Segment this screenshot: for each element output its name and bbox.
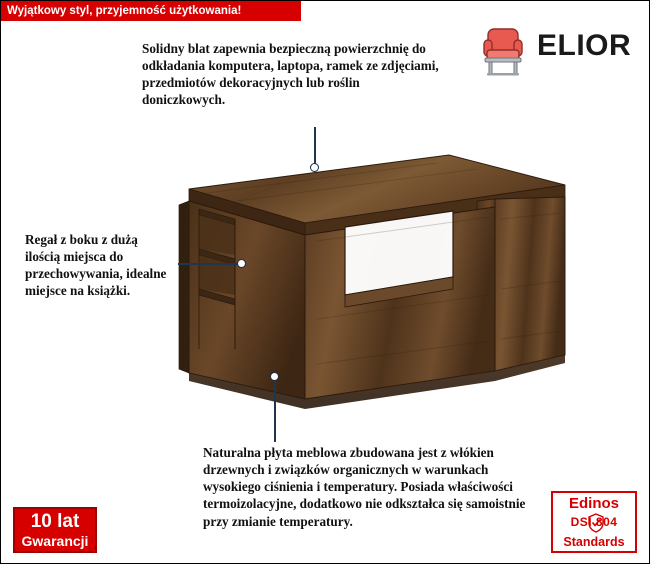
armchair-icon <box>475 23 531 79</box>
connector-line-top <box>314 127 316 167</box>
brand-logo <box>475 23 635 79</box>
standards-badge <box>551 491 637 553</box>
standards-badge-name: Edinos <box>568 495 619 512</box>
guarantee-label: Gwarancji <box>21 533 89 549</box>
connector-line-bottom <box>274 380 276 442</box>
callout-text-bottom: Naturalna płyta meblowa zbudowana jest z włókien drzewnych i związków organicznych w warunkach wysokiego ciśnienia i temperatury. Posiada właściwości termoizolacyjne, dodatkowo nie odkształca się samoistnie przy zmianie temperatury. <box>203 445 526 529</box>
desk-illustration <box>177 149 577 414</box>
callout-text-top: Solidny blat zapewnia bezpieczną powierzchnię do odkładania komputera, laptopa, ramek ze zdjęciami, przedmiotów dekoracyjnych lub roślin doniczkowych. <box>142 41 439 108</box>
standards-badge-sub: Standards <box>563 535 625 549</box>
standards-badge-code: DSI 804 <box>570 515 618 529</box>
callout-marker-left <box>237 259 246 268</box>
guarantee-badge <box>13 507 97 553</box>
connector-line-left <box>178 263 241 265</box>
brand-name: ELIOR <box>537 29 632 62</box>
callout-marker-bottom <box>270 372 279 381</box>
callout-marker-top <box>310 163 319 172</box>
callout-text-left: Regał z boku z dużą ilością miejsca do przechowywania, idealne miejsce na książki. <box>25 232 167 299</box>
guarantee-years: 10 lat <box>30 511 80 532</box>
headline-banner: Wyjątkowy styl, przyjemność użytkowania! <box>1 1 301 21</box>
